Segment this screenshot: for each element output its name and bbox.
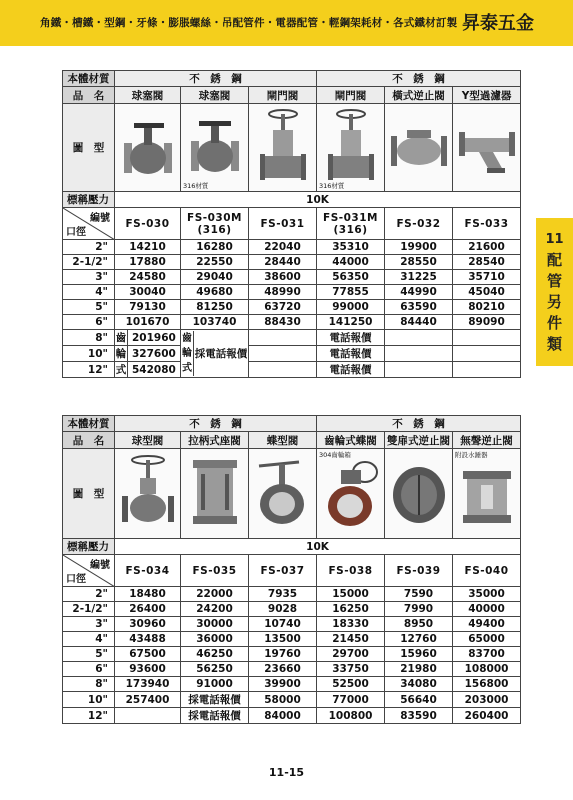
price-cell: 21600 — [453, 240, 521, 255]
price-cell: 18330 — [317, 617, 385, 632]
price-cell: 12760 — [385, 632, 453, 647]
size-cell: 8" — [63, 330, 115, 346]
ball-valve-image — [115, 104, 181, 192]
material-value: 不 銹 鋼 — [115, 416, 317, 432]
price-row — [63, 587, 521, 602]
category-list: 角鐵・槽鐵・型鋼・牙條・膨脹螺絲・吊配管件・電器配管・輕鋼架耗材・各式鐵材訂製 — [40, 17, 458, 29]
price-row — [63, 632, 521, 647]
chapter-char: 類 — [546, 335, 562, 353]
swing-check-valve-image — [385, 104, 453, 192]
price-cell: 19900 — [385, 240, 453, 255]
price-cell: 173940 — [115, 677, 181, 692]
price-cell — [115, 362, 181, 378]
chapter-char: 配 — [546, 251, 562, 269]
product-code-text: FS-031 — [260, 217, 305, 230]
price-cell: 56640 — [385, 692, 453, 708]
dual-plate-check-valve-image — [385, 449, 453, 539]
y-strainer-image — [453, 104, 521, 192]
price-cell: 79130 — [115, 300, 181, 315]
price-cell: 21450 — [317, 632, 385, 647]
price-cell: 19760 — [249, 647, 317, 662]
product-name: 齒輪式蝶閥 — [317, 432, 385, 449]
price-cell: 36000 — [181, 632, 249, 647]
price-cell: 30960 — [115, 617, 181, 632]
globe-valve-image — [115, 449, 181, 539]
price-cell: 56250 — [181, 662, 249, 677]
price-row — [63, 677, 521, 692]
top-banner — [0, 0, 573, 46]
code-size-header — [63, 555, 115, 587]
price-cell: 34080 — [385, 677, 453, 692]
image-label: 圖 型 — [63, 104, 115, 192]
flange-label-char: 齒 — [115, 332, 127, 344]
product-code: FS-040 — [453, 555, 521, 587]
price-row — [63, 255, 521, 270]
price-cell: 15000 — [317, 587, 385, 602]
price-cell: 18480 — [115, 587, 181, 602]
price-row — [63, 617, 521, 632]
price-cell: 10740 — [249, 617, 317, 632]
page-number: 11-15 — [268, 766, 305, 779]
price-cell: 44990 — [385, 285, 453, 300]
price-value: 542080 — [132, 364, 176, 376]
size-cell: 2" — [63, 587, 115, 602]
price-row — [63, 647, 521, 662]
product-code — [181, 208, 249, 240]
price-cell — [249, 346, 317, 362]
price-cell — [249, 362, 317, 378]
product-name: 雙扉式逆止閥 — [385, 432, 453, 449]
price-cell: 43488 — [115, 632, 181, 647]
price-cell: 260400 — [453, 708, 521, 724]
image-note: 304齒輪箱 — [319, 451, 351, 459]
size-cell: 2" — [63, 240, 115, 255]
price-cell: 65000 — [453, 632, 521, 647]
price-cell: 83590 — [385, 708, 453, 724]
product-code — [385, 208, 453, 240]
price-cell: 17880 — [115, 255, 181, 270]
price-cell: 23660 — [249, 662, 317, 677]
product-name: 拉柄式座閥 — [181, 432, 249, 449]
price-cell — [453, 346, 521, 362]
product-name: 蝶型閥 — [249, 432, 317, 449]
price-value: 327600 — [132, 348, 176, 360]
product-name: Y型過濾器 — [453, 87, 521, 104]
price-cell: 7990 — [385, 602, 453, 617]
price-cell: 16280 — [181, 240, 249, 255]
image-label: 圖 型 — [63, 449, 115, 539]
price-cell: 14210 — [115, 240, 181, 255]
price-cell: 電話報價 — [317, 362, 385, 378]
price-cell: 45040 — [453, 285, 521, 300]
size-cell: 6" — [63, 662, 115, 677]
price-cell: 44000 — [317, 255, 385, 270]
image-note: 316材質 — [183, 182, 209, 190]
price-cell: 63720 — [249, 300, 317, 315]
product-name: 閘門閥 — [249, 87, 317, 104]
price-cell: 16250 — [317, 602, 385, 617]
size-cell: 4" — [63, 632, 115, 647]
price-row — [63, 270, 521, 285]
price-cell: 49680 — [181, 285, 249, 300]
size-cell: 2-1/2" — [63, 255, 115, 270]
price-value: 201960 — [132, 332, 176, 344]
price-cell: 80210 — [453, 300, 521, 315]
price-cell — [115, 330, 181, 346]
image-note: 316材質 — [319, 182, 345, 190]
valve-price-table-2 — [62, 415, 521, 724]
price-cell: 35000 — [453, 587, 521, 602]
price-cell: 29700 — [317, 647, 385, 662]
price-cell: 58000 — [249, 692, 317, 708]
price-cell: 141250 — [317, 315, 385, 330]
price-row — [63, 708, 521, 724]
price-cell: 29040 — [181, 270, 249, 285]
price-cell: 40000 — [453, 602, 521, 617]
code-label: 編號 — [90, 560, 110, 571]
size-cell: 3" — [63, 617, 115, 632]
flange-label-char: 輪 — [115, 348, 127, 360]
product-code — [249, 208, 317, 240]
product-code-text: FS-030M — [187, 211, 242, 224]
product-code — [317, 208, 385, 240]
size-cell: 10" — [63, 346, 115, 362]
price-cell: 203000 — [453, 692, 521, 708]
price-cell: 77000 — [317, 692, 385, 708]
price-cell: 52500 — [317, 677, 385, 692]
price-row — [63, 300, 521, 315]
price-cell: 7935 — [249, 587, 317, 602]
name-label: 品 名 — [63, 432, 115, 449]
price-cell — [249, 330, 317, 346]
price-cell: 88430 — [249, 315, 317, 330]
price-cell: 103740 — [181, 315, 249, 330]
price-row — [63, 285, 521, 300]
product-name: 球型閥 — [115, 432, 181, 449]
size-cell: 6" — [63, 315, 115, 330]
price-cell: 257400 — [115, 692, 181, 708]
pressure-label: 標稱壓力 — [63, 539, 115, 555]
price-cell — [115, 346, 181, 362]
price-cell: 99000 — [317, 300, 385, 315]
chapter-number: 11 — [545, 232, 564, 247]
price-cell: 83700 — [453, 647, 521, 662]
size-cell: 12" — [63, 708, 115, 724]
flange-label-vertical: 齒 輪 式 — [182, 333, 192, 374]
price-cell: 35710 — [453, 270, 521, 285]
price-cell: 22550 — [181, 255, 249, 270]
price-cell: 31225 — [385, 270, 453, 285]
material-value: 不 銹 鋼 — [115, 71, 317, 87]
price-cell — [453, 362, 521, 378]
price-cell: 84000 — [249, 708, 317, 724]
product-code-text: FS-032 — [396, 217, 441, 230]
price-cell: 7590 — [385, 587, 453, 602]
price-cell: 33750 — [317, 662, 385, 677]
code-label: 編號 — [90, 213, 110, 224]
price-cell: 26400 — [115, 602, 181, 617]
price-cell: 46250 — [181, 647, 249, 662]
lever-seat-valve-image — [181, 449, 249, 539]
price-row — [63, 692, 521, 708]
product-code-sub: (316) — [197, 223, 232, 236]
price-cell: 24200 — [181, 602, 249, 617]
price-cell: 電話報價 — [317, 330, 385, 346]
pressure-value: 10K — [115, 192, 521, 208]
size-cell: 2-1/2" — [63, 602, 115, 617]
brand-name: 昇泰五金 — [462, 13, 534, 34]
material-label: 本體材質 — [63, 416, 115, 432]
chapter-tab — [536, 218, 573, 366]
gear-butterfly-valve-image — [317, 449, 385, 539]
product-code: FS-039 — [385, 555, 453, 587]
pressure-label: 標稱壓力 — [63, 192, 115, 208]
price-cell: 38600 — [249, 270, 317, 285]
phone-quote-cell — [181, 330, 249, 378]
price-cell: 22040 — [249, 240, 317, 255]
price-row — [63, 315, 521, 330]
gate-valve-image — [249, 104, 317, 192]
phone-quote-note: 採電話報價 — [194, 347, 248, 360]
price-row — [63, 240, 521, 255]
price-cell: 採電話報價 — [181, 708, 249, 724]
name-label: 品 名 — [63, 87, 115, 104]
price-cell: 22000 — [181, 587, 249, 602]
gate-valve-316-image — [317, 104, 385, 192]
size-cell: 10" — [63, 692, 115, 708]
size-cell: 4" — [63, 285, 115, 300]
product-name: 閘門閥 — [317, 87, 385, 104]
price-cell: 81250 — [181, 300, 249, 315]
valve-price-table-1 — [62, 70, 521, 378]
price-cell: 101670 — [115, 315, 181, 330]
chapter-char: 管 — [546, 272, 562, 290]
butterfly-valve-image — [249, 449, 317, 539]
chapter-char: 件 — [546, 314, 562, 332]
product-code-text: FS-033 — [464, 217, 509, 230]
price-cell: 15960 — [385, 647, 453, 662]
price-cell: 84440 — [385, 315, 453, 330]
product-code-sub: (316) — [333, 223, 368, 236]
chapter-char: 另 — [546, 293, 562, 311]
product-name: 球塞閥 — [181, 87, 249, 104]
price-cell: 電話報價 — [317, 346, 385, 362]
price-cell: 93600 — [115, 662, 181, 677]
size-label: 口徑 — [66, 574, 86, 585]
price-cell: 91000 — [181, 677, 249, 692]
price-cell: 77855 — [317, 285, 385, 300]
price-cell: 24580 — [115, 270, 181, 285]
silent-check-valve-image — [453, 449, 521, 539]
price-cell: 13500 — [249, 632, 317, 647]
price-cell: 21980 — [385, 662, 453, 677]
price-cell — [115, 708, 181, 724]
price-cell — [385, 330, 453, 346]
price-cell — [385, 346, 453, 362]
product-name: 無聲逆止閥 — [453, 432, 521, 449]
material-value: 不 銹 鋼 — [317, 71, 521, 87]
price-cell: 63590 — [385, 300, 453, 315]
material-label: 本體材質 — [63, 71, 115, 87]
price-cell: 48990 — [249, 285, 317, 300]
price-cell: 56350 — [317, 270, 385, 285]
price-cell: 35310 — [317, 240, 385, 255]
product-code — [115, 208, 181, 240]
price-cell: 30040 — [115, 285, 181, 300]
price-cell: 100800 — [317, 708, 385, 724]
product-code: FS-037 — [249, 555, 317, 587]
price-cell: 108000 — [453, 662, 521, 677]
price-row — [63, 602, 521, 617]
price-cell: 39900 — [249, 677, 317, 692]
size-cell: 5" — [63, 300, 115, 315]
price-cell: 9028 — [249, 602, 317, 617]
price-cell: 28540 — [453, 255, 521, 270]
price-cell: 89090 — [453, 315, 521, 330]
ball-valve-316-image — [181, 104, 249, 192]
size-cell: 5" — [63, 647, 115, 662]
price-row — [63, 662, 521, 677]
image-note: 附設水錘器 — [455, 451, 488, 459]
size-cell: 8" — [63, 677, 115, 692]
price-cell: 67500 — [115, 647, 181, 662]
size-cell: 12" — [63, 362, 115, 378]
flange-label-char: 式 — [115, 364, 127, 376]
price-cell: 採電話報價 — [181, 692, 249, 708]
product-code-text: FS-030 — [125, 217, 170, 230]
product-name: 球塞閥 — [115, 87, 181, 104]
product-code — [453, 208, 521, 240]
product-code: FS-034 — [115, 555, 181, 587]
product-code: FS-035 — [181, 555, 249, 587]
material-value: 不 銹 鋼 — [317, 416, 521, 432]
product-code-text: FS-031M — [323, 211, 378, 224]
pressure-value: 10K — [115, 539, 521, 555]
price-cell: 28440 — [249, 255, 317, 270]
price-cell: 156800 — [453, 677, 521, 692]
size-label: 口徑 — [66, 227, 86, 238]
price-cell — [453, 330, 521, 346]
code-size-header — [63, 208, 115, 240]
price-cell: 49400 — [453, 617, 521, 632]
price-cell — [385, 362, 453, 378]
product-name: 橫式逆止閥 — [385, 87, 453, 104]
price-cell: 8950 — [385, 617, 453, 632]
price-cell: 30000 — [181, 617, 249, 632]
price-cell: 28550 — [385, 255, 453, 270]
size-cell: 3" — [63, 270, 115, 285]
product-code: FS-038 — [317, 555, 385, 587]
